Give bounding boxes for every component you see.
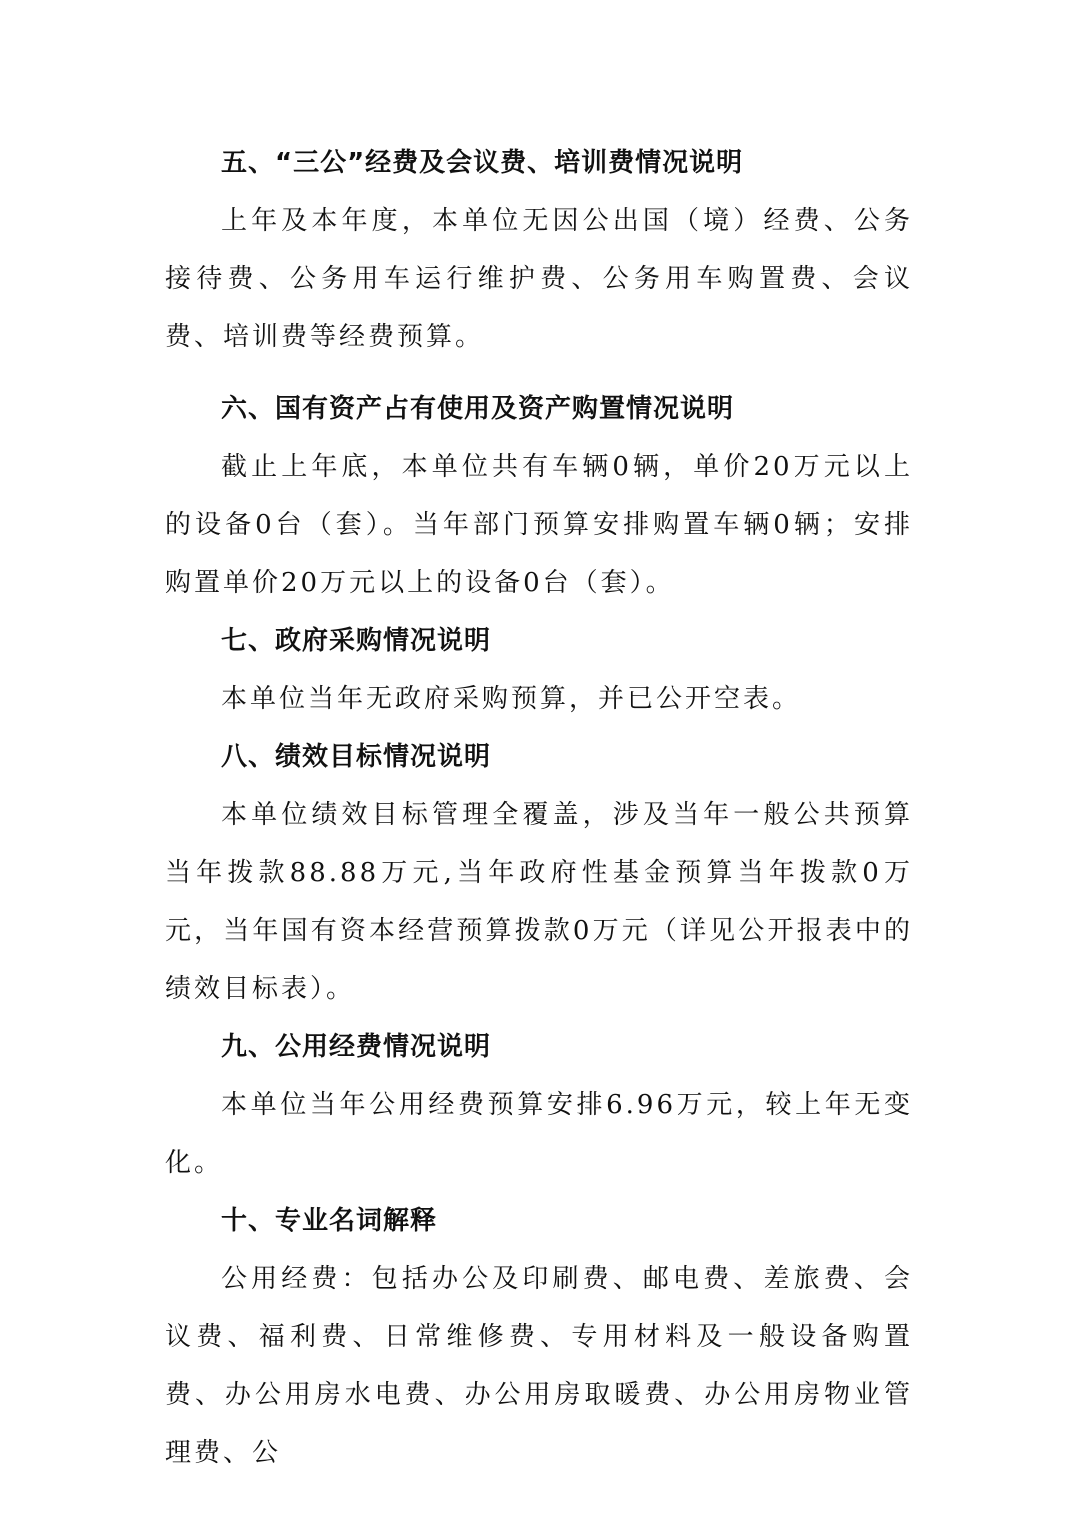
section-paragraph-9: 本单位当年公用经费预算安排6.96万元，较上年无变化。 [165,1090,913,1178]
document-body [165,134,913,1482]
section-paragraph-5: 上年及本年度，本单位无因公出国（境）经费、公务接待费、公务用车运行维护费、公务用车购置费、会议费、培训费等经费预算。 [165,206,913,352]
section-paragraph-8: 本单位绩效目标管理全覆盖，涉及当年一般公共预算当年拨款88.88万元,当年政府性基金预算当年拨款0万元，当年国有资本经营预算拨款0万元（详见公开报表中的绩效目标表）。 [165,800,913,1004]
section-heading-8: 八、绩效目标情况说明 [221,742,492,772]
section-paragraph-10: 公用经费：包括办公及印刷费、邮电费、差旅费、会议费、福利费、日常维修费、专用材料及一般设备购置费、办公用房水电费、办公用房取暖费、办公用房物业管理费、公 [165,1264,913,1468]
section-heading-6: 六、国有资产占有使用及资产购置情况说明 [221,394,735,424]
section-paragraph-6: 截止上年底，本单位共有车辆0辆，单价20万元以上的设备0台（套）。当年部门预算安排购置车辆0辆；安排购置单价20万元以上的设备0台（套）。 [165,452,913,598]
section-heading-5: 五、“三公”经费及会议费、培训费情况说明 [221,148,744,178]
section-heading-10: 十、专业名词解释 [221,1206,438,1236]
section-paragraph-7: 本单位当年无政府采购预算，并已公开空表。 [221,684,802,714]
section-heading-9: 九、公用经费情况说明 [221,1032,492,1062]
section-heading-7: 七、政府采购情况说明 [221,626,492,656]
section-spacer [165,366,913,380]
